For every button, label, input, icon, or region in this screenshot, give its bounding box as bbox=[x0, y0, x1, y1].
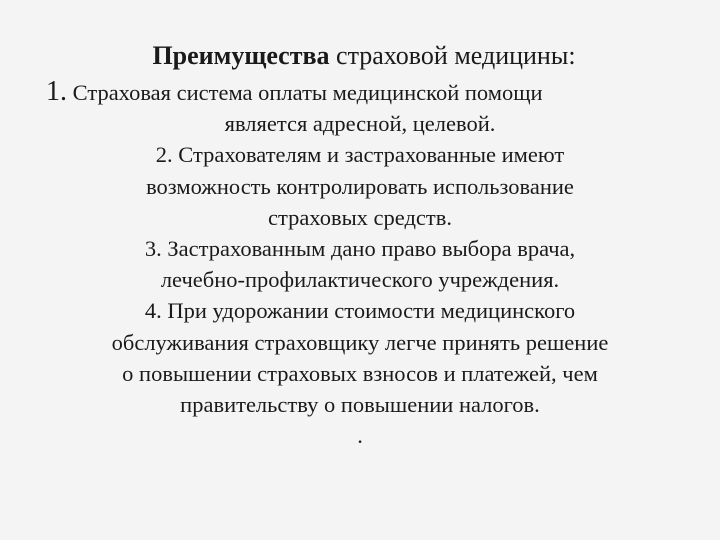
item-1-line-2: является адресной, целевой. bbox=[224, 111, 496, 137]
item-1-line-1 bbox=[36, 76, 684, 108]
trailing-dot: . bbox=[357, 423, 363, 449]
item-4-line-1: 4. При удорожании стоимости медицинского bbox=[144, 298, 576, 324]
item-1-number: 1. bbox=[46, 76, 67, 107]
item-3-line-1: 3. Застрахованным дано право выбора врача, bbox=[144, 236, 576, 262]
item-4-line-2: обслуживания страховщику легче принять решение bbox=[111, 329, 609, 355]
item-4-line-3: о повышении страховых взносов и платежей, чем bbox=[122, 360, 598, 386]
item-3-line-2: лечебно-профилактического учреждения. bbox=[160, 267, 560, 293]
item-2-line-1: 2. Страхователям и застрахованные имеют bbox=[155, 142, 565, 168]
slide-title bbox=[0, 38, 720, 74]
item-2-line-2: возможность контролировать использование bbox=[146, 173, 574, 199]
item-1-text: Страховая система оплаты медицинской помощи bbox=[67, 80, 543, 105]
title-bold: Преимущества bbox=[152, 41, 330, 70]
item-4-line-4: правительству о повышении налогов. bbox=[180, 392, 540, 418]
slide-body bbox=[36, 76, 684, 451]
item-2-line-3: страховых средств. bbox=[267, 204, 453, 230]
title-rest: страховой медицины: bbox=[329, 41, 576, 70]
